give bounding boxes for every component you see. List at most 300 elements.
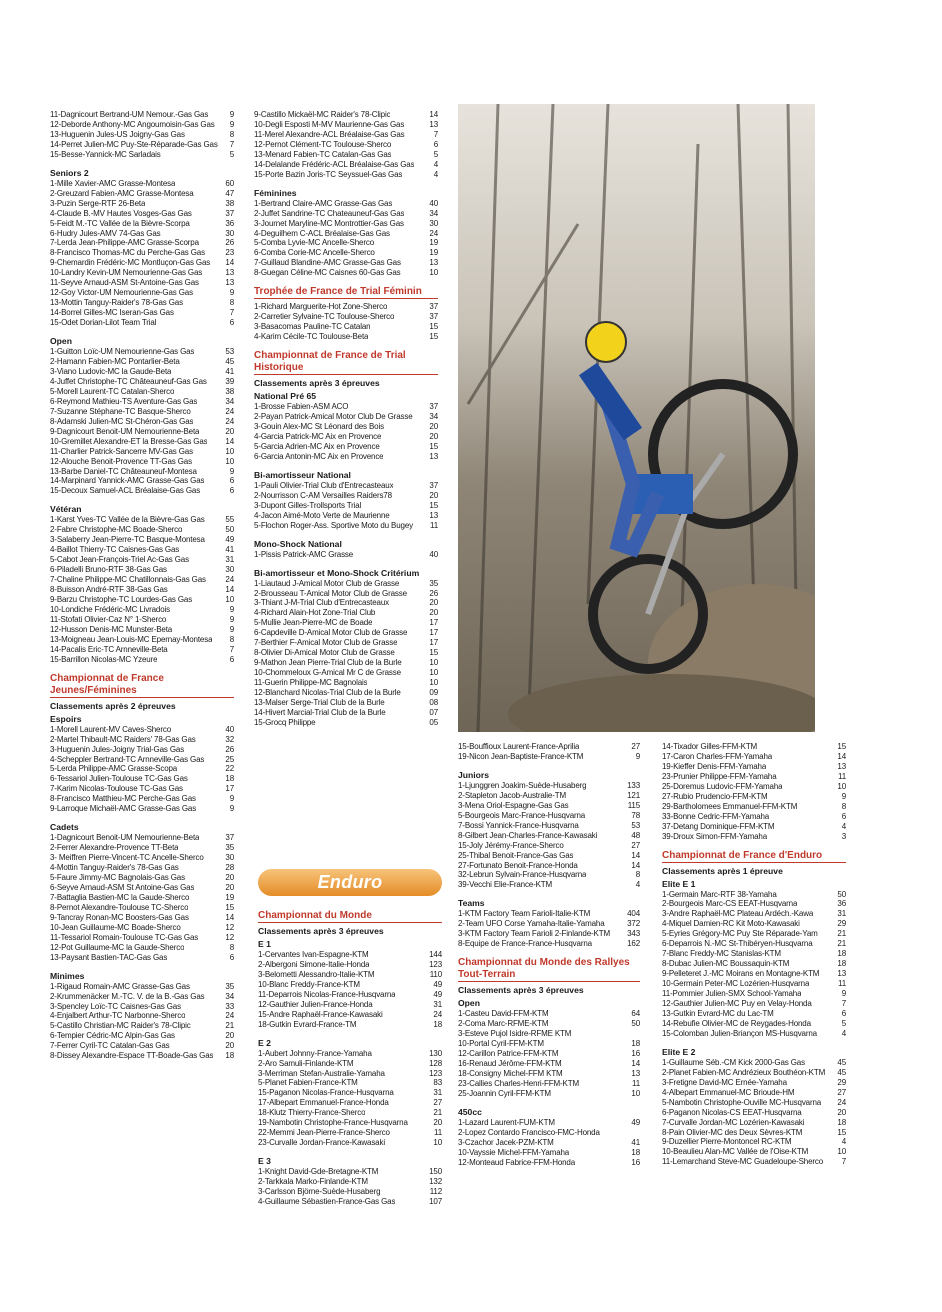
points: 162 (627, 939, 640, 949)
result-row (662, 772, 846, 782)
points: 10 (429, 268, 438, 278)
result-row (50, 575, 234, 585)
result-row (50, 397, 234, 407)
rider-entry: 1-Dagnicourt Benoit-UM Nemourienne-Beta (50, 833, 200, 843)
points: 26 (225, 238, 234, 248)
result-row (258, 1059, 442, 1069)
points: 6 (229, 318, 234, 328)
points: 150 (429, 1167, 442, 1177)
points: 133 (627, 780, 640, 790)
result-row (458, 811, 640, 821)
enduro-banner (258, 869, 442, 896)
rider-entry: 3-Czachor Jacek-PZM-KTM (458, 1137, 554, 1147)
rider-entry: 11-Seyve Arnaud-ASM St-Antoine-Gas Gas (50, 278, 199, 288)
points: 10 (429, 668, 438, 678)
rider-entry: 14-Borrel Gilles-MC Iseran-Gas Gas (50, 308, 174, 318)
points: 18 (433, 1019, 442, 1029)
results-section (50, 336, 234, 496)
result-row (254, 589, 438, 599)
rider-entry: 3-Basacomas Pauline-TC Catalan (254, 322, 371, 332)
rider-entry: 7-Blanc Freddy-MC Stanislas-KTM (662, 949, 781, 959)
result-row (662, 742, 846, 752)
points: 34 (225, 991, 234, 1001)
result-row (662, 1019, 846, 1029)
category-heading: Seniors 2 (50, 167, 89, 178)
result-row (258, 1020, 442, 1030)
result-row (458, 1138, 640, 1148)
rider-entry: 12-Deborde Anthony-MC Angoumoisin-Gas Gas (50, 119, 215, 129)
points: 31 (837, 909, 846, 919)
trial-rider-illustration (458, 104, 815, 732)
rider-entry: 22-Memmi Jean-Pierre-France-Sherco (258, 1128, 390, 1138)
result-row (662, 899, 846, 909)
result-row (50, 258, 234, 268)
rider-entry: 6-Reymond Mathieu-TS Aventure-Gas Gas (50, 396, 198, 406)
points: 48 (631, 830, 640, 840)
results-section (254, 568, 438, 728)
rider-entry: 4-Richard Alain-Hot Zone-Trial Club (254, 608, 376, 618)
result-row (50, 774, 234, 784)
points: 144 (429, 950, 442, 959)
category-heading: Open (458, 998, 480, 1009)
result-row (254, 302, 438, 312)
points: 11 (631, 1078, 640, 1088)
rider-entry: 1-Mille Xavier-AMC Grasse-Montesa (50, 178, 176, 188)
rider-entry: 3-Belometti Alessandro-Italie-KTM (258, 969, 375, 979)
points: 4 (433, 169, 438, 179)
points: 18 (225, 774, 234, 784)
result-row (50, 288, 234, 298)
result-row (458, 791, 640, 801)
result-row (50, 545, 234, 555)
result-row (258, 950, 442, 960)
result-row (458, 861, 640, 871)
result-row (258, 1138, 442, 1148)
points: 09 (429, 688, 438, 698)
result-row (458, 929, 640, 939)
points: 9 (841, 791, 846, 801)
rider-entry: 8-Guegan Céline-MC Caisnes 60-Gas Gas (254, 268, 401, 278)
points: 20 (225, 1031, 234, 1041)
rider-entry: 4-Jacon Aimé-Moto Verte de Maurienne (254, 510, 390, 520)
result-row (254, 658, 438, 668)
rider-entry: 5-Bourgeois Marc-France-Husqvarna (458, 810, 586, 820)
points: 18 (837, 1117, 846, 1127)
points: 21 (837, 929, 846, 939)
rider-entry: 15-Odet Dorian-Lilot Team Trial (50, 318, 157, 328)
points: 31 (433, 999, 442, 1009)
rider-entry: 1-Brosse Fabien-ASM ACO (254, 402, 349, 412)
result-row (662, 1137, 846, 1147)
rider-entry: 10-Chommeloux G-Amical Mr C de Grasse (254, 668, 401, 678)
result-row (254, 160, 438, 170)
points: 14 (429, 110, 438, 119)
rider-entry: 14-Pacalis Eric-TC Arnneville-Beta (50, 644, 168, 654)
result-row (458, 851, 640, 861)
rider-entry: 2-Bourgeois Marc-CS EEAT-Husqvarna (662, 899, 798, 909)
points: 14 (225, 912, 234, 922)
points: 19 (225, 892, 234, 902)
result-row (662, 969, 846, 979)
results-section (50, 822, 234, 962)
rider-entry: 13-Huguenin Jules-US Joigny-Gas Gas (50, 129, 185, 139)
result-row (258, 990, 442, 1000)
points: 10 (429, 658, 438, 668)
points: 20 (225, 883, 234, 892)
rider-entry: 8-Pain Olivier-MC des Deux Sèvres-KTM (662, 1127, 803, 1137)
rider-entry: 39-Vecchi Elie-France-KTM (458, 880, 553, 890)
rider-entry: 7-Ferrer Cyril-TC Catalan-Gas Gas (50, 1041, 170, 1051)
result-row (662, 1058, 846, 1068)
rider-entry: 9-Larroque Michaël-AMC Grasse-Gas Gas (50, 804, 197, 814)
result-row (458, 831, 640, 841)
category-heading: Elite E 2 (662, 1046, 696, 1057)
rider-entry: 3-Andre Raphaël-MC Plateau Ardéch.-Kawa (662, 909, 814, 919)
points: 20 (429, 490, 438, 500)
points: 13 (429, 119, 438, 129)
result-row (50, 853, 234, 863)
result-row (458, 880, 640, 890)
result-row (458, 752, 640, 762)
rider-entry: 1-Guillaume Séb.-CM Kick 2000-Gas Gas (662, 1057, 805, 1067)
points: 55 (225, 515, 234, 525)
points: 6 (433, 139, 438, 149)
points: 5 (433, 149, 438, 159)
rider-entry: 4-Mottin Tanguy-Raider's 78-Gas Gas (50, 863, 179, 873)
result-row (50, 457, 234, 467)
points: 20 (225, 1041, 234, 1051)
result-row (50, 1021, 234, 1031)
result-row (254, 402, 438, 412)
category-heading: Féminines (254, 187, 297, 198)
result-row (50, 140, 234, 150)
points: 41 (225, 366, 234, 376)
result-row (662, 782, 846, 792)
rider-entry: 8-Gilbert Jean-Charles-France-Kawasaki (458, 830, 598, 840)
rider-entry: 11-Stofati Olivier-Caz N° 1-Sherco (50, 614, 167, 624)
points: 25 (225, 754, 234, 764)
rider-entry: 4-Enjalbert Arthur-TC Narbonne-Sherco (50, 1011, 186, 1021)
result-row (662, 1157, 846, 1167)
result-row (662, 1078, 846, 1088)
points: 49 (433, 979, 442, 989)
result-row (50, 755, 234, 765)
rider-entry: 15-Grocq Philippe (254, 717, 316, 727)
points: 11 (429, 520, 438, 530)
points: 8 (635, 870, 640, 880)
result-row (50, 189, 234, 199)
points: 20 (225, 873, 234, 883)
result-row (50, 209, 234, 219)
column-4 (662, 742, 846, 1175)
rider-entry: 5-Garcia Adrien-MC Aix en Provence (254, 441, 380, 451)
category-heading: National Pré 65 (254, 391, 317, 402)
rider-entry: 23-Callies Charles-Henri-FFM-KTM (458, 1078, 579, 1088)
rider-entry: 8-Francisco Matthieu-MC Perche-Gas Gas (50, 794, 196, 804)
points: 30 (225, 228, 234, 238)
result-row (458, 821, 640, 831)
points: 32 (225, 734, 234, 744)
result-row (50, 387, 234, 397)
rider-entry: 4-Albepart Emmanuel-MC Brioude-HM (662, 1087, 795, 1097)
points: 13 (837, 761, 846, 771)
result-row (458, 1029, 640, 1039)
points: 27 (837, 1087, 846, 1097)
result-row (254, 698, 438, 708)
classification-note: Classements après 3 épreuves (258, 926, 384, 936)
points: 15 (225, 902, 234, 912)
points: 15 (429, 441, 438, 451)
result-row (662, 949, 846, 959)
points: 5 (841, 1018, 846, 1028)
result-row (254, 199, 438, 209)
rider-entry: 11-Lemarchand Steve-MC Guadeloupe-Sherco (662, 1157, 824, 1167)
rider-entry: 2-Planet Fabien-MC Andrézieux Bouthéon-KTM (662, 1067, 826, 1077)
result-row (254, 598, 438, 608)
results-section (258, 1038, 442, 1149)
rider-entry: 13-Barbe Daniel-TC Châteauneuf-Montesa (50, 466, 197, 476)
rider-entry: 3-Viano Ludovic-MC la Gaude-Beta (50, 366, 172, 376)
result-row (254, 442, 438, 452)
result-row (458, 1039, 640, 1049)
result-row (662, 1088, 846, 1098)
rider-entry: 4-Guillaume Sébastien-France-Gas Gas (258, 1197, 396, 1207)
points: 15 (429, 500, 438, 510)
points: 9 (229, 466, 234, 476)
rider-entry: 5-Mullie Jean-Pierre-MC de Boade (254, 618, 373, 628)
result-row (458, 1049, 640, 1059)
result-row (458, 919, 640, 929)
rider-entry: 2-Carretier Sylvaine-TC Toulouse-Sherco (254, 312, 395, 322)
result-row (254, 209, 438, 219)
result-row (50, 219, 234, 229)
category-heading: E 1 (258, 939, 271, 949)
result-row (50, 873, 234, 883)
result-row (50, 407, 234, 417)
rider-entry: 14-Tixador Gilles-FFM-KTM (662, 742, 758, 751)
result-row (258, 970, 442, 980)
results-section (50, 504, 234, 664)
result-row (50, 933, 234, 943)
championship-heading: Trophée de France de Trial Féminin (254, 286, 438, 299)
classification-note: Classements après 3 épreuves (254, 378, 380, 389)
result-row (662, 979, 846, 989)
points: 7 (433, 129, 438, 139)
points: 41 (225, 545, 234, 555)
result-row (662, 1128, 846, 1138)
points: 45 (837, 1057, 846, 1067)
result-row (254, 150, 438, 160)
result-row (258, 1088, 442, 1098)
rider-entry: 3-Mena Oriol-Espagne-Gas Gas (458, 800, 569, 810)
rider-entry: 2-Martel Thibault-MC Raiders' 78-Gas Gas (50, 734, 196, 744)
result-row (50, 913, 234, 923)
rider-entry: 4-Claude B.-MV Hautes Vosges-Gas Gas (50, 208, 192, 218)
points: 11 (837, 771, 846, 781)
points: 15 (429, 332, 438, 342)
points: 19 (429, 238, 438, 248)
points: 10 (837, 1147, 846, 1157)
result-row (458, 1069, 640, 1079)
points: 4 (841, 821, 846, 831)
category-heading: Bi-amortisseur National (254, 469, 351, 480)
rider-entry: 14-Delalande Frédéric-ACL Bréalaise-Gas Gas (254, 159, 415, 169)
rider-entry: 10-Vayssie Michel-FFM-Yamaha (458, 1147, 570, 1157)
result-row (254, 258, 438, 268)
points: 4 (841, 1028, 846, 1038)
points: 31 (225, 555, 234, 565)
rider-entry: 1-Pauli Olivier-Trial Club d'Entrecasteaux (254, 480, 394, 490)
result-row (458, 1059, 640, 1069)
points: 7 (841, 1157, 846, 1167)
result-row (50, 833, 234, 843)
result-row (50, 1031, 234, 1041)
category-heading: Elite E 1 (662, 878, 696, 889)
rider-entry: 6-Deparrois N.-MC St-Thibéryen-Husqvarna (662, 939, 813, 949)
results-section (254, 539, 438, 560)
result-row (254, 550, 438, 560)
result-row (662, 1108, 846, 1118)
result-row (50, 794, 234, 804)
result-row (50, 268, 234, 278)
result-row (662, 752, 846, 762)
rider-entry: 4-Miquel Damien-RC Kit Moto-Kawasaki (662, 919, 800, 929)
points: 128 (429, 1058, 442, 1068)
rider-entry: 1-Karst Yves-TC Vallée de la Bièvre-Gas Gas (50, 515, 205, 525)
points: 53 (225, 347, 234, 357)
rider-entry: 23-Curvalle Jordan-France-Kawasaki (258, 1138, 385, 1148)
rider-entry: 8-Dubac Julien-MC Boussaquin-KTM (662, 959, 790, 969)
rider-entry: 15-Bouffioux Laurent-France-Aprilia (458, 742, 580, 751)
rider-entry: 2-Krummenäcker M.-TC. V. de la B.-Gas Gas (50, 991, 205, 1001)
trial-rider-photo (458, 104, 815, 732)
rider-entry: 3-Fretigne David-MC Ernée-Yamaha (662, 1077, 787, 1087)
rider-entry: 11-Tessariol Romain-Toulouse TC-Gas Gas (50, 932, 199, 942)
result-row (258, 1010, 442, 1020)
points: 11 (837, 979, 846, 989)
result-row (254, 332, 438, 342)
points: 9 (229, 614, 234, 624)
result-row (50, 229, 234, 239)
rider-entry: 3-Thiant J-M-Trial Club d'Entrecasteaux (254, 598, 389, 608)
points: 9 (229, 604, 234, 614)
result-row (254, 638, 438, 648)
rider-entry: 1-Germain Marc-RTF 38-Yamaha (662, 889, 777, 899)
result-row (254, 110, 438, 120)
rider-entry: 5-Morell Laurent-TC Catalan-Sherco (50, 386, 175, 396)
rider-entry: 12-Blanchard Nicolas-Trial Club de la Burle (254, 688, 401, 698)
results-section (258, 910, 442, 1030)
result-row (254, 511, 438, 521)
rider-entry: 9-Pelleteret J.-MC Moirans en Montagne-KTM (662, 969, 820, 979)
rider-entry: 6-Comba Corie-MC Ancelle-Sherco (254, 248, 375, 258)
points: 123 (429, 959, 442, 969)
rider-entry: 7-Suzanne Stéphane-TC Basque-Sherco (50, 406, 191, 416)
points: 404 (627, 909, 640, 919)
result-row (254, 678, 438, 688)
championship-heading: Championnat du Monde des Rallyes Tout-Terrain (458, 957, 640, 982)
column-2 (254, 110, 438, 736)
rider-entry: 17-Albepart Emmanuel-France-Honda (258, 1098, 389, 1108)
points: 9 (635, 751, 640, 761)
rider-entry: 6-Tempier Cédric-MC Alpin-Gas Gas (50, 1031, 175, 1041)
rider-entry: 13-Moigneau Jean-Louis-MC Epernay-Montesa (50, 634, 213, 644)
rider-entry: 1-Aubert Johnny-France-Yamaha (258, 1048, 372, 1058)
category-heading: 450cc (458, 1106, 482, 1117)
result-row (50, 377, 234, 387)
result-row (254, 170, 438, 180)
points: 50 (837, 889, 846, 899)
rider-entry: 14-Rebufie Olivier-MC de Reygades-Honda (662, 1018, 811, 1028)
points: 8 (229, 129, 234, 139)
points: 41 (631, 1137, 640, 1147)
rider-entry: 2-Team UFO Corse Yamaha-Italie-Yamaha (458, 919, 605, 929)
points: 31 (433, 1088, 442, 1098)
points: 11 (433, 1128, 442, 1138)
result-row (458, 1148, 640, 1158)
result-row (50, 764, 234, 774)
rider-entry: 1-Ljunggren Joakim-Suède-Husaberg (458, 780, 587, 790)
result-row (50, 635, 234, 645)
rider-entry: 3-Dupont Gilles-Trollsports Trial (254, 500, 362, 510)
rider-entry: 9-Duzellier Pierre-Montoncel RC-KTM (662, 1137, 792, 1147)
points: 38 (225, 386, 234, 396)
rider-entry: 4-Garcia Patrick-MC Aix en Provence (254, 431, 382, 441)
result-row (50, 903, 234, 913)
result-row (254, 491, 438, 501)
rider-entry: 2-Hamann Fabien-MC Pontarlier-Beta (50, 357, 180, 367)
rider-entry: 1-Lazard Laurent-FUM-KTM (458, 1117, 555, 1127)
rider-entry: 10-Blanc Freddy-France-KTM (258, 979, 360, 989)
rider-entry: 5-Planet Fabien-France-KTM (258, 1078, 358, 1088)
rider-entry: 3-KTM Factory Team Farioli 2-Finlande-KTM (458, 929, 610, 939)
points: 13 (225, 278, 234, 288)
result-row (50, 1002, 234, 1012)
points: 9 (229, 624, 234, 634)
rider-entry: 2-Ferrer Alexandre-Provence TT-Beta (50, 843, 179, 853)
rider-entry: 3-Esteve Pujol Isidre-RFME KTM (458, 1029, 572, 1039)
rider-entry: 10-Londiche Frédéric-MC Livradois (50, 604, 170, 614)
result-row (50, 248, 234, 258)
rider-entry: 2-Albergoni Simone-Italie-Honda (258, 959, 370, 969)
rider-entry: 25-Joannin Cyril-FFM-KTM (458, 1088, 551, 1098)
points: 83 (433, 1078, 442, 1088)
rider-entry: 1-Guitton Loïc-UM Nemourienne-Gas Gas (50, 347, 195, 357)
rider-entry: 3- Meiffren Pierre-Vincent-TC Ancelle-Sherco (50, 853, 204, 863)
rider-entry: 1-Rigaud Romain-AMC Grasse-Gas Gas (50, 981, 190, 991)
points: 24 (225, 406, 234, 416)
points: 10 (225, 594, 234, 604)
points: 14 (631, 860, 640, 870)
result-row (662, 1147, 846, 1157)
points: 13 (225, 268, 234, 278)
result-row (50, 535, 234, 545)
results-section (254, 286, 438, 342)
classification-note: Classements après 3 épreuves (458, 985, 584, 996)
rider-entry: 15-Andre Raphaël-France-Kawasaki (258, 1009, 383, 1019)
points: 20 (429, 422, 438, 432)
rider-entry: 15-Joly Jérémy-France-Sherco (458, 840, 564, 850)
result-row (458, 939, 640, 949)
result-row (254, 608, 438, 618)
points: 8 (229, 942, 234, 952)
rider-entry: 12-Pernot Clément-TC Toulouse-Sherco (254, 139, 392, 149)
rider-entry: 15-Decoux Samuel-ACL Bréalaise-Gas Gas (50, 486, 201, 496)
rider-entry: 2-Greuzard Fabien-AMC Grasse-Montesa (50, 188, 194, 198)
column-1 (50, 110, 234, 1069)
rider-entry: 6-Tessariol Julien-Toulouse TC-Gas Gas (50, 774, 188, 784)
result-row (50, 130, 234, 140)
